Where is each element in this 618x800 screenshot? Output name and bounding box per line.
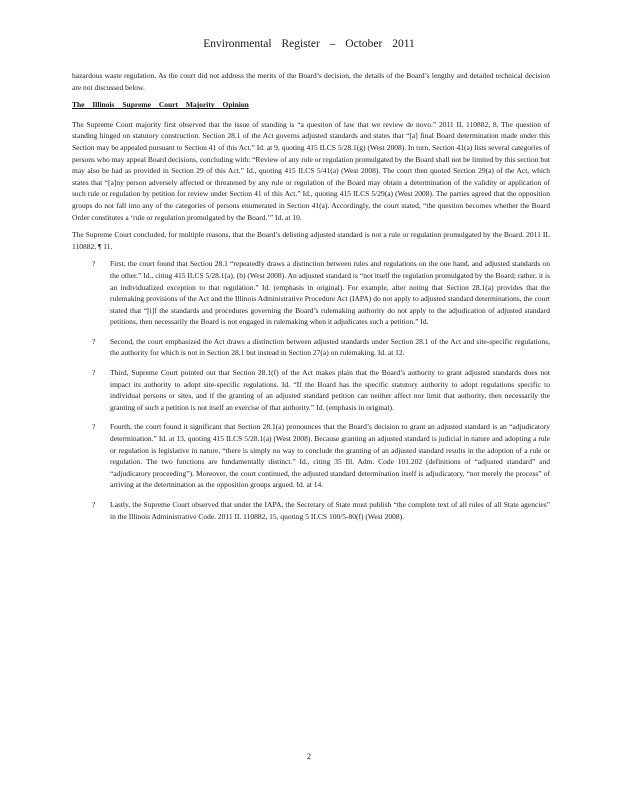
list-item-text: Fourth, the court found it significant that Section 28.1(a) pronounces that the Board’s decision to grant an adjusted standard is an “adjudicatory determination.” Id. at 13, quoting 415 ILCS 5/28.1(a) (West 2008). Because granting an adjusted standard is judicial in nature and adopting a rule or regulation is legislative in nature, “there is simply no way to conclude the granting of an adjusted standard results in the adoption of a rule or regulation. The two functions are fundamentally distinct.” Id., citing 35 Ill. Adm. Code 101.202 (definitions of “adjusted standard” and “adjudicatory proceeding”). Moreover, the court continued, the adjusted standard determination itself is adjudicatory, “not merely the process” of arriving at the determination as the opposition groups argued. Id. at 14. [110,422,550,490]
bullet-marker: ? [92,500,96,509]
list-item-text: Lastly, the Supreme Court observed that under the IAPA, the Secretary of State must publish “the complete text of all rules of all State agencies” in the Illinois Administrative Code. 2011 IL 110882, 15, quoting 5 ILCS 100/5-80(f) (West 2008). [110,500,550,521]
list-item-text: First, the court found that Section 28.1 “repeatedly draws a distinction between rules and regulations on the one hand, and adjusted standards on the other.” Id., citing 415 ILCS 5/28.1(a), (b) (West 2008). An adjusted standard is “not itself the regulation promulgated by the Board; rather, it is an individualized exception to that regulation.” Id. (emphasis in original). For example, after noting that Section 28.1(a) provides that the rulemaking provisions of the Act and the Illinois Administrative Procedure Act (IAPA) do not apply to adjusted standard determinations, the court stated that “[i]f the standards and procedures governing the Board’s rulemaking authority do not apply to the adjudication of adjusted standard petitions, then necessarily the Board is not engaged in rulemaking when it adjudicates such a petition.” Id. [110,259,550,327]
list-item-text: Third, Supreme Court pointed out that Section 28.1(f) of the Act makes plain that the Board’s authority to grant adjusted standards does not impact its authority to adopt site-specific regulations. Id. “If the Board has the specific statutory authority to adopt regulations specific to individual persons or sites, and if the granting of an adjusted standard petition can neither affect nor limit that authority, then necessarily the granting of such a petition is not itself an exercise of that authority.” Id. (emphasis in original). [110,368,550,412]
paragraph-majority-observation: The Supreme Court majority first observed that the issue of standing is “a question of law that we review de novo.” 2011 IL 110882, 8. The question of standing hinged on statutory construction. Section 28.1 of the Act governs adjusted standards and states that “[a] final Board determination made under this Section may be appealed pursuant to Section 41 of this Act.” Id. at 9, quoting 415 ILCS 5/28.1(g) (West 2008). In turn, Section 41(a) lists several categories of persons who may appeal Board decisions, concluding with: “Review of any rule or regulation promulgated by the Board shall not be limited by this section but may also be had as provided in Section 29 of this Act.” Id., quoting 415 ILCS 5/41(a) (West 2008). The court then quoted Section 29(a) of the Act, which states that “[a]ny person adversely affected or threatened by any rule or regulation of the Board may obtain a determination of the validity or application of such rule or regulation by petition for review under Section 41 of this Act.” Id., quoting 415 ILCS 5/29(a) (West 2008). The parties agreed that the opposition groups do not fall into any of the categories of persons enumerated in Section 41(a). Accordingly, the court stated, “the question becomes whether the Board Order constitutes a ‘rule or regulation promulgated by the Board.’” Id. at 10. [72,119,550,222]
list-item [92,499,550,522]
article-body [72,70,550,530]
bullet-marker: ? [92,422,96,432]
list-item [92,336,550,359]
bullet-marker: ? [92,336,96,346]
reasons-list [72,258,550,522]
running-header: Environmental Register – October 2011 [203,38,415,50]
intro-paragraph: hazardous waste regulation. As the court did not address the merits of the Board’s decision, the details of the Board’s lengthy and detailed technical decision are not discussed below. [72,71,550,92]
section-heading: The Illinois Supreme Court Majority Opinion [72,100,249,110]
paragraph-conclusion: The Supreme Court concluded, for multiple reasons, that the Board’s delisting adjusted standard is not a rule or regulation promulgated by the Board. 2011 IL 110882, ¶ 11. [72,230,550,251]
list-item [92,258,550,328]
list-item [92,421,550,491]
list-item [92,367,550,413]
list-item-text: Second, the court emphasized the Act draws a distinction between adjusted standards under Section 28.1 of the Act and site-specific regulations, the authority for which is not in Section 28.1 but instead in Section 27(a) on rulemaking. Id. at 12. [110,336,550,358]
bullet-marker: ? [92,259,96,269]
bullet-marker: ? [92,368,96,378]
page-number: 2 [307,752,311,761]
